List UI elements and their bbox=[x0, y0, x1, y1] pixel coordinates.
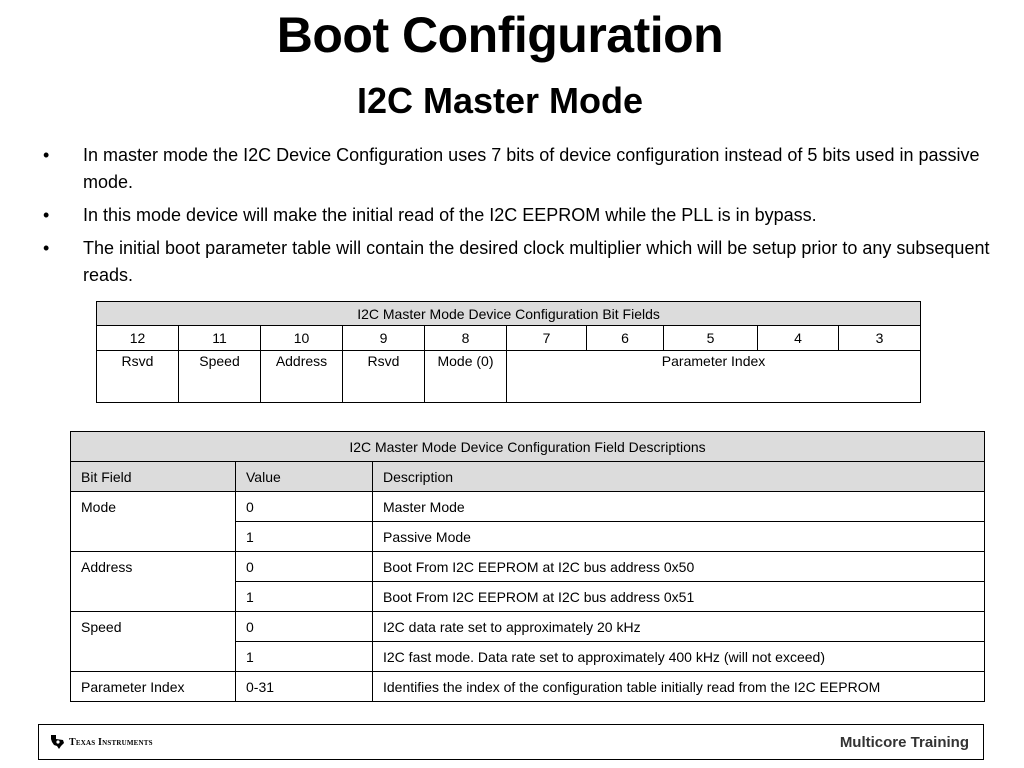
value-cell: 0 bbox=[236, 552, 373, 582]
texas-state-icon bbox=[49, 734, 65, 750]
description-cell: I2C fast mode. Data rate set to approximately 400 kHz (will not exceed) bbox=[373, 642, 985, 672]
value-cell: 0-31 bbox=[236, 672, 373, 702]
bitfields-table bbox=[96, 301, 921, 403]
field-name: Address bbox=[261, 351, 343, 403]
bullet-item: • In master mode the I2C Device Configuration uses 7 bits of device configuration instead of 5 bits used in passive mode. bbox=[40, 142, 990, 196]
bullet-item: • In this mode device will make the initial read of the I2C EEPROM while the PLL is in bypass. bbox=[40, 202, 990, 229]
slide-title: Boot Configuration bbox=[276, 7, 724, 63]
ti-logo bbox=[49, 734, 153, 750]
value-cell: 1 bbox=[236, 642, 373, 672]
bit-number: 6 bbox=[587, 326, 664, 351]
field-name-row bbox=[97, 351, 921, 403]
value-cell: 1 bbox=[236, 522, 373, 552]
field-name: Rsvd bbox=[343, 351, 425, 403]
value-cell: 0 bbox=[236, 492, 373, 522]
column-header: Value bbox=[236, 462, 373, 492]
bit-number: 10 bbox=[261, 326, 343, 351]
bit-number-row bbox=[97, 326, 921, 351]
description-cell: Boot From I2C EEPROM at I2C bus address 0x50 bbox=[373, 552, 985, 582]
training-label: Multicore Training bbox=[839, 734, 969, 751]
descriptions-table bbox=[70, 431, 985, 702]
field-name: Speed bbox=[179, 351, 261, 403]
bit-field-cell: Speed bbox=[71, 612, 236, 672]
table-row bbox=[71, 672, 985, 702]
bit-number: 7 bbox=[507, 326, 587, 351]
bit-number: 3 bbox=[839, 326, 921, 351]
bit-field-cell: Mode bbox=[71, 492, 236, 552]
footer-bar bbox=[38, 724, 984, 760]
slide-subtitle: I2C Master Mode bbox=[356, 80, 644, 121]
bit-number: 4 bbox=[758, 326, 839, 351]
bit-number: 9 bbox=[343, 326, 425, 351]
bullet-dot-icon: • bbox=[43, 205, 50, 225]
table-row bbox=[71, 612, 985, 642]
description-cell: Identifies the index of the configuration table initially read from the I2C EEPROM bbox=[373, 672, 985, 702]
bit-number: 12 bbox=[97, 326, 179, 351]
field-name: Rsvd bbox=[97, 351, 179, 403]
bit-number: 11 bbox=[179, 326, 261, 351]
bullet-dot-icon: • bbox=[43, 145, 50, 165]
table-row bbox=[71, 492, 985, 522]
field-name: Mode (0) bbox=[425, 351, 507, 403]
bullet-dot-icon: • bbox=[43, 238, 50, 258]
bitfields-table-title: I2C Master Mode Device Configuration Bit Fields bbox=[97, 302, 921, 326]
descriptions-table-title: I2C Master Mode Device Configuration Field Descriptions bbox=[71, 432, 985, 462]
bit-number: 5 bbox=[664, 326, 758, 351]
bit-field-cell: Address bbox=[71, 552, 236, 612]
bullet-list bbox=[40, 142, 990, 295]
description-cell: Passive Mode bbox=[373, 522, 985, 552]
value-cell: 0 bbox=[236, 612, 373, 642]
ti-brand-text: Texas Instruments bbox=[69, 736, 153, 748]
column-header-row bbox=[71, 462, 985, 492]
description-cell: I2C data rate set to approximately 20 kHz bbox=[373, 612, 985, 642]
description-cell: Master Mode bbox=[373, 492, 985, 522]
bit-field-cell: Parameter Index bbox=[71, 672, 236, 702]
column-header: Description bbox=[373, 462, 985, 492]
value-cell: 1 bbox=[236, 582, 373, 612]
field-name: Parameter Index bbox=[507, 351, 921, 403]
bullet-item: • The initial boot parameter table will contain the desired clock multiplier which will be setup prior to any subsequent reads. bbox=[40, 235, 990, 289]
bit-number: 8 bbox=[425, 326, 507, 351]
column-header: Bit Field bbox=[71, 462, 236, 492]
table-row bbox=[71, 552, 985, 582]
description-cell: Boot From I2C EEPROM at I2C bus address 0x51 bbox=[373, 582, 985, 612]
